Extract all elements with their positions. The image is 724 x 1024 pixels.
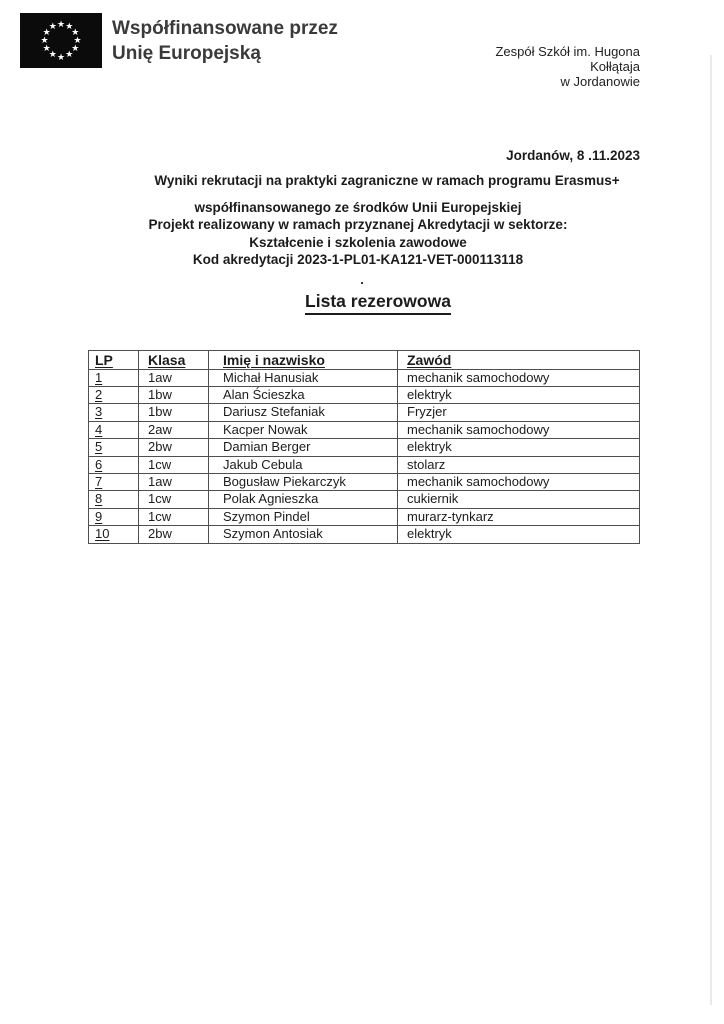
cell-klasa: 1aw: [139, 473, 209, 490]
cell-name: Damian Berger: [209, 439, 398, 456]
school-name-line: Zespół Szkół im. Hugona: [495, 44, 640, 59]
eu-flag-star-icon: ★: [42, 26, 51, 37]
cell-klasa: 1bw: [139, 386, 209, 403]
table-row: [89, 508, 640, 525]
cell-zawod: Fryzjer: [398, 404, 640, 421]
results-table: [88, 350, 640, 544]
cell-zawod: murarz-tynkarz: [398, 508, 640, 525]
dateline: Jordanów, 8 .11.2023: [506, 148, 640, 163]
cell-klasa: 1cw: [139, 508, 209, 525]
cell-zawod: cukiernik: [398, 491, 640, 508]
cell-name: Jakub Cebula: [209, 456, 398, 473]
table-row: [89, 404, 640, 421]
eu-flag-star-icon: ★: [73, 35, 82, 45]
cell-zawod: elektryk: [398, 526, 640, 543]
table-row: [89, 491, 640, 508]
cell-name: Bogusław Piekarczyk: [209, 473, 398, 490]
eu-flag-star-icon: ★: [71, 43, 80, 54]
eu-flag-star-icon: ★: [71, 26, 80, 37]
col-header-name: Imię i nazwisko: [209, 351, 398, 370]
cell-klasa: 2bw: [139, 526, 209, 543]
list-title: Lista rezerowowa: [305, 291, 451, 315]
document-heading: Wyniki rekrutacji na praktyki zagraniczne w ramach programu Erasmus+: [154, 173, 620, 188]
subheading-line: Kod akredytacji 2023-1-PL01-KA121-VET-000113118: [192, 251, 524, 267]
cell-lp: 9: [89, 508, 139, 525]
subheading-line: Projekt realizowany w ramach przyznanej Akredytacji w sektorze:: [148, 217, 568, 233]
table-row: [89, 456, 640, 473]
cell-lp: 4: [89, 421, 139, 438]
cell-lp: 7: [89, 473, 139, 490]
eu-flag-star-icon: ★: [48, 20, 57, 31]
cell-lp: 8: [89, 491, 139, 508]
table-row: [89, 473, 640, 490]
cell-lp: 1: [89, 369, 139, 386]
cell-zawod: mechanik samochodowy: [398, 369, 640, 386]
school-name-line: Kołłątaja: [590, 59, 640, 74]
cell-lp: 6: [89, 456, 139, 473]
school-name-line: w Jordanowie: [560, 74, 640, 89]
subheading-line: Kształcenie i szkolenia zawodowe: [249, 234, 467, 250]
cell-lp: 5: [89, 439, 139, 456]
cell-name: Alan Ścieszka: [209, 386, 398, 403]
table-row: [89, 421, 640, 438]
table-header-row: [89, 351, 640, 370]
cell-klasa: 1aw: [139, 369, 209, 386]
cell-name: Michał Hanusiak: [209, 369, 398, 386]
cell-lp: 10: [89, 526, 139, 543]
table-row: [89, 369, 640, 386]
cell-name: Dariusz Stefaniak: [209, 404, 398, 421]
logo-caption-line2: Unię Europejską: [112, 43, 261, 64]
table-row: [89, 526, 640, 543]
cell-zawod: mechanik samochodowy: [398, 421, 640, 438]
cell-name: Kacper Nowak: [209, 421, 398, 438]
cell-name: Szymon Pindel: [209, 508, 398, 525]
eu-flag-star-icon: ★: [56, 18, 66, 29]
eu-flag-star-icon: ★: [65, 20, 74, 31]
cell-klasa: 1cw: [139, 491, 209, 508]
stray-dot: .: [360, 272, 364, 287]
cell-lp: 2: [89, 386, 139, 403]
page-edge-line: [710, 55, 712, 1005]
cell-zawod: stolarz: [398, 456, 640, 473]
eu-flag-icon: [20, 13, 102, 68]
cell-klasa: 1cw: [139, 456, 209, 473]
col-header-klasa: Klasa: [139, 351, 209, 370]
col-header-zawod: Zawód: [398, 351, 640, 370]
eu-flag-star-icon: ★: [65, 49, 74, 60]
table-row: [89, 439, 640, 456]
table-row: [89, 386, 640, 403]
school-name: [495, 44, 640, 89]
col-header-lp: LP: [89, 351, 139, 370]
eu-flag-star-icon: ★: [42, 43, 51, 54]
logo-caption: [112, 16, 338, 66]
cell-name: Szymon Antosiak: [209, 526, 398, 543]
document-subheading: [0, 199, 720, 268]
cell-zawod: mechanik samochodowy: [398, 473, 640, 490]
cell-name: Polak Agnieszka: [209, 491, 398, 508]
eu-flag-star-icon: ★: [48, 49, 57, 60]
eu-flag-star-icon: ★: [40, 35, 49, 45]
list-title-wrap: [16, 291, 724, 315]
cell-lp: 3: [89, 404, 139, 421]
cell-klasa: 1bw: [139, 404, 209, 421]
cell-klasa: 2aw: [139, 421, 209, 438]
logo-caption-line1: Współfinansowane przez: [112, 18, 338, 39]
table-body: [89, 369, 640, 543]
subheading-line: współfinansowanego ze środków Unii Europejskiej: [194, 200, 522, 215]
eu-flag-star-icon: ★: [56, 51, 66, 62]
cell-klasa: 2bw: [139, 439, 209, 456]
cell-zawod: elektryk: [398, 386, 640, 403]
cell-zawod: elektryk: [398, 439, 640, 456]
